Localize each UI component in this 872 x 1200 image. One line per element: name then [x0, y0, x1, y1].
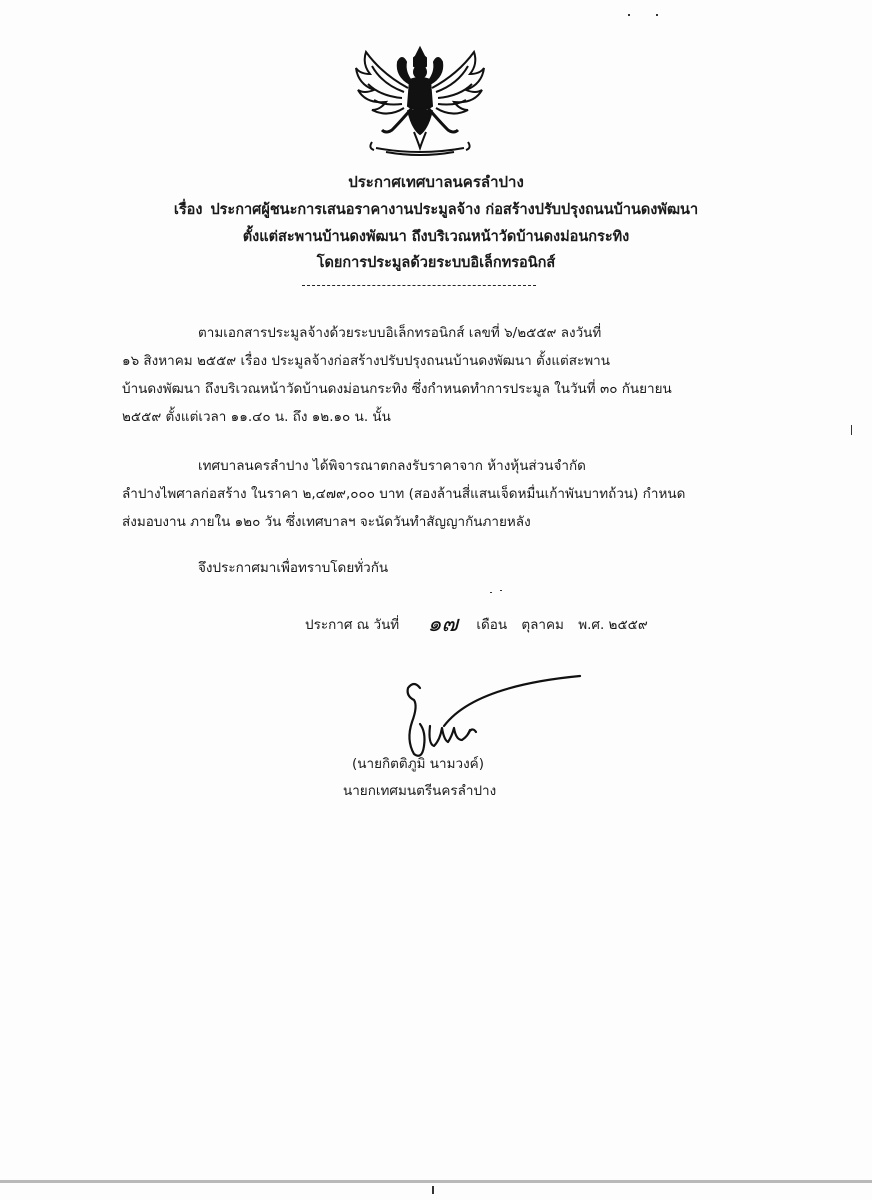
paragraph-line: ๒๕๕๙ ตั้งแต่เวลา ๑๑.๔๐ น. ถึง ๑๒.๑๐ น. นั้น — [122, 409, 391, 425]
paragraph-1 — [122, 319, 722, 431]
garuda-emblem-icon — [352, 44, 488, 156]
scan-speck — [628, 14, 630, 16]
subject-line-2: ตั้งแต่สะพานบ้านดงพัฒนา ถึงบริเวณหน้าวัดบ้านดงม่อนกระทิง — [242, 229, 630, 245]
date-day-handwritten: ๑๗ — [427, 612, 459, 637]
paragraph-line: เทศบาลนครลำปาง ได้พิจารณาตกลงรับราคาจาก ห้างหุ้นส่วนจำกัด — [198, 458, 586, 474]
scan-speck — [490, 592, 492, 593]
subject-text-1: ประกาศผู้ชนะการเสนอราคางานประมูลจ้าง ก่อสร้างปรับปรุงถนนบ้านดงพัฒนา — [210, 202, 699, 218]
paragraph-line: ๑๖ สิงหาคม ๒๕๕๙ เรื่อง ประมูลจ้างก่อสร้างปรับปรุงถนนบ้านดงพัฒนา ตั้งแต่สะพาน — [122, 353, 610, 369]
signer-name: (นายกิตติภูมิ นามวงค์) — [352, 756, 484, 772]
date-year: พ.ศ. ๒๕๕๙ — [578, 617, 648, 633]
paragraph-2 — [122, 452, 722, 536]
paragraph-line: บ้านดงพัฒนา ถึงบริเวณหน้าวัดบ้านดงม่อนกระทิง ซึ่งกำหนดทำการประมูล ในวันที่ ๓๐ กันยายน — [122, 381, 672, 397]
scan-speck — [851, 425, 852, 435]
date-prefix: ประกาศ ณ วันที่ — [305, 617, 400, 633]
closing-text: จึงประกาศมาเพื่อทราบโดยทั่วกัน — [198, 560, 389, 576]
announcement-date — [305, 604, 648, 639]
paragraph-line: ลำปางไพศาลก่อสร้าง ในราคา ๒,๔๗๙,๐๐๐ บาท (สองล้านสี่แสนเจ็ดหมื่นเก้าพันบาทถ้วน) กำหนด — [122, 486, 686, 502]
scan-speck — [500, 590, 502, 591]
scan-speck — [432, 1186, 434, 1194]
date-month-label: เดือน — [476, 617, 508, 633]
subject-line-1 — [0, 198, 872, 221]
handwritten-signature — [384, 666, 584, 762]
announcement-title: ประกาศเทศบาลนครลำปาง — [348, 173, 524, 191]
date-month: ตุลาคม — [521, 617, 564, 633]
paragraph-line: ส่งมอบงาน ภายใน ๑๒๐ วัน ซึ่งเทศบาลฯ จะนัดวันทำสัญญากันภายหลัง — [122, 514, 531, 530]
paragraph-line: ตามเอกสารประมูลจ้างด้วยระบบอิเล็กทรอนิกส์ เลขที่ ๖/๒๕๕๙ ลงวันที่ — [198, 325, 602, 341]
scan-bottom-edge — [0, 1180, 872, 1183]
subject-label: เรื่อง — [173, 202, 203, 218]
subject-line-3: โดยการประมูลด้วยระบบอิเล็กทรอนิกส์ — [316, 255, 556, 271]
scan-speck — [656, 14, 658, 16]
title-divider — [302, 285, 536, 286]
signer-position: นายกเทศมนตรีนครลำปาง — [343, 783, 497, 799]
